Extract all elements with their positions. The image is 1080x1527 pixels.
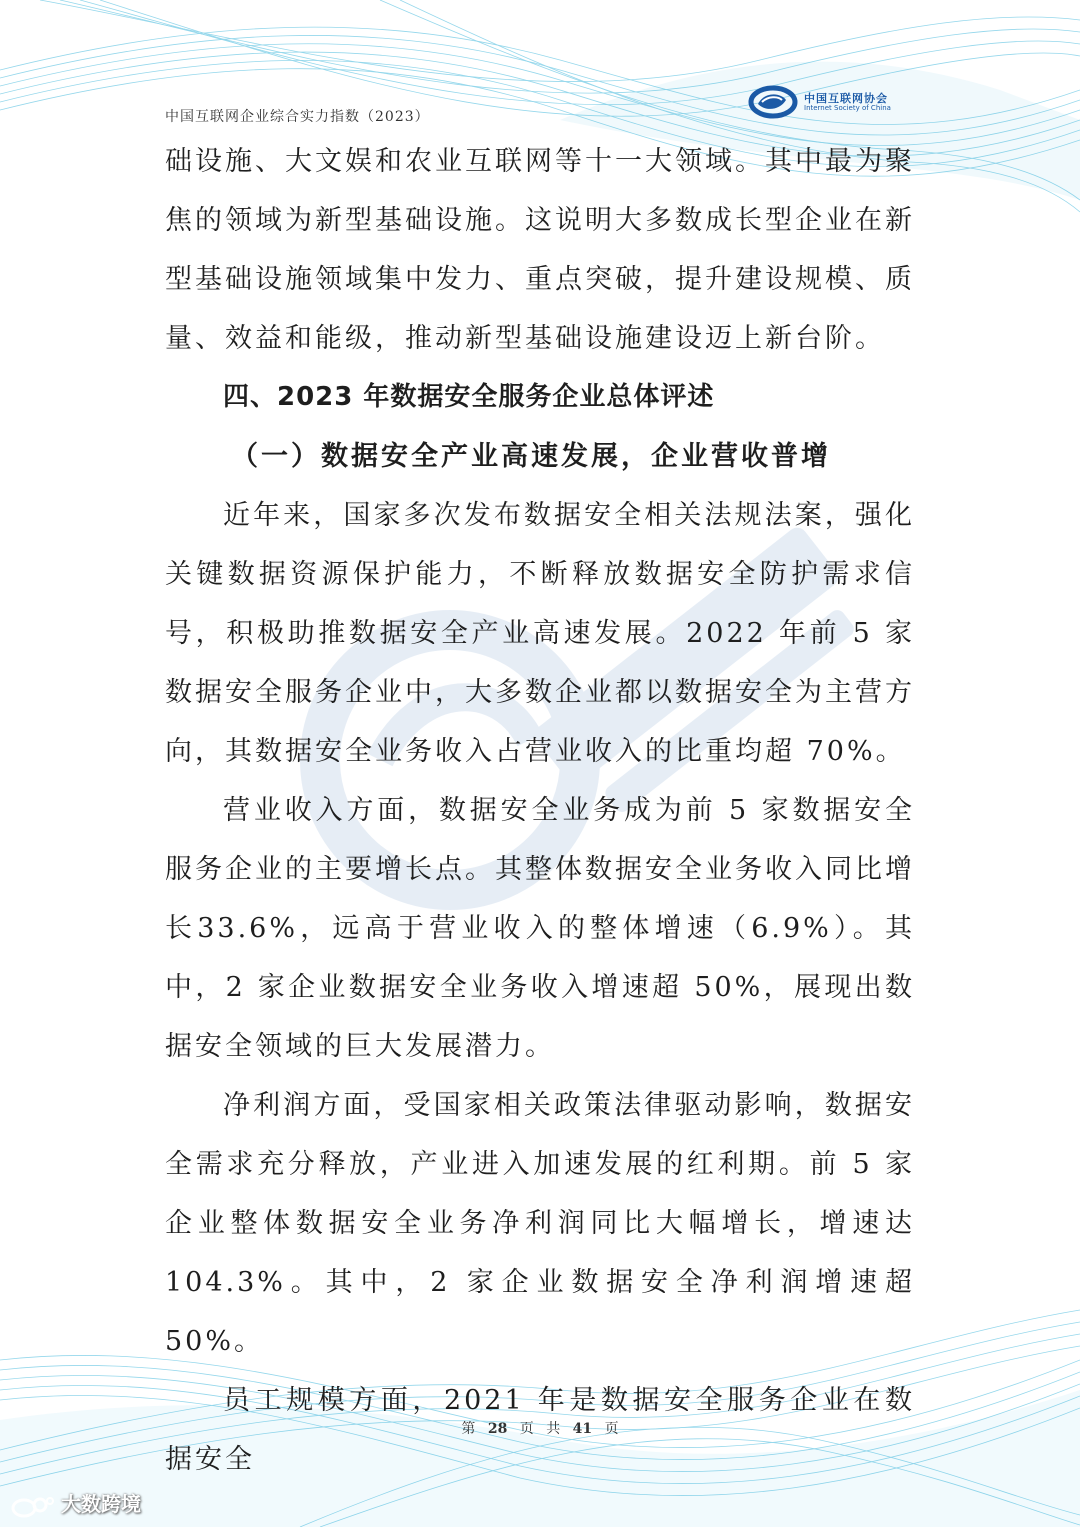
section-heading: 四、2023 年数据安全服务企业总体评述 bbox=[223, 382, 715, 412]
page-number-footer bbox=[0, 1418, 1080, 1438]
total-page-number: 41 bbox=[572, 1421, 593, 1437]
document-title-header: 中国互联网企业综合实力指数（2023） bbox=[165, 109, 430, 125]
org-logo bbox=[748, 84, 898, 120]
footer-prefix: 第 bbox=[461, 1421, 476, 1437]
page-body bbox=[165, 132, 915, 1489]
source-credit bbox=[10, 1488, 141, 1519]
paragraph-net-profit: 净利润方面，受国家相关政策法律驱动影响，数据安全需求充分释放，产业进入加速发展的红利期。前 5 家企业整体数据安全业务净利润同比大幅增长，增速达 104.3%。其中，2 家企业数据安全净利润增速超 50%。 bbox=[165, 1090, 915, 1357]
footer-suffix: 页 bbox=[604, 1421, 619, 1437]
paragraph-overview: 近年来，国家多次发布数据安全相关法规法案，强化关键数据资源保护能力，不断释放数据安全防护需求信号，积极助推数据安全产业高速发展。2022 年前 5 家数据安全服务企业中，大多数企业都以数据安全为主营方向，其数据安全业务收入占营业收入的比重均超 70%。 bbox=[165, 500, 915, 767]
paragraph-continuation: 础设施、大文娱和农业互联网等十一大领域。其中最为聚焦的领域为新型基础设施。这说明大多数成长型企业在新型基础设施领域集中发力、重点突破，提升建设规模、质量、效益和能级，推动新型基础设施建设迈上新台阶。 bbox=[165, 146, 915, 354]
org-name-cn: 中国互联网协会 bbox=[804, 92, 888, 105]
current-page-number: 28 bbox=[487, 1421, 508, 1437]
isc-logo-icon bbox=[748, 84, 798, 120]
footer-total-word: 共 bbox=[546, 1421, 561, 1437]
paragraph-revenue: 营业收入方面，数据安全业务成为前 5 家数据安全服务企业的主要增长点。其整体数据安全业务收入同比增长33.6%，远高于营业收入的整体增速（6.9%）。其中，2 家企业数据安全业务收入增速超 50%，展现出数据安全领域的巨大发展潜力。 bbox=[165, 795, 915, 1062]
weibo-icon bbox=[10, 1493, 54, 1519]
paragraph-staff: 员工规模方面，2021 年是数据安全服务企业在数据安全 bbox=[165, 1385, 915, 1475]
org-name-en: Internet Society of China bbox=[804, 104, 891, 112]
footer-page-word: 页 bbox=[519, 1421, 534, 1437]
subsection-heading: （一）数据安全产业高速发展，企业营收普增 bbox=[231, 441, 831, 472]
credit-text: 大数跨境 bbox=[60, 1492, 141, 1516]
